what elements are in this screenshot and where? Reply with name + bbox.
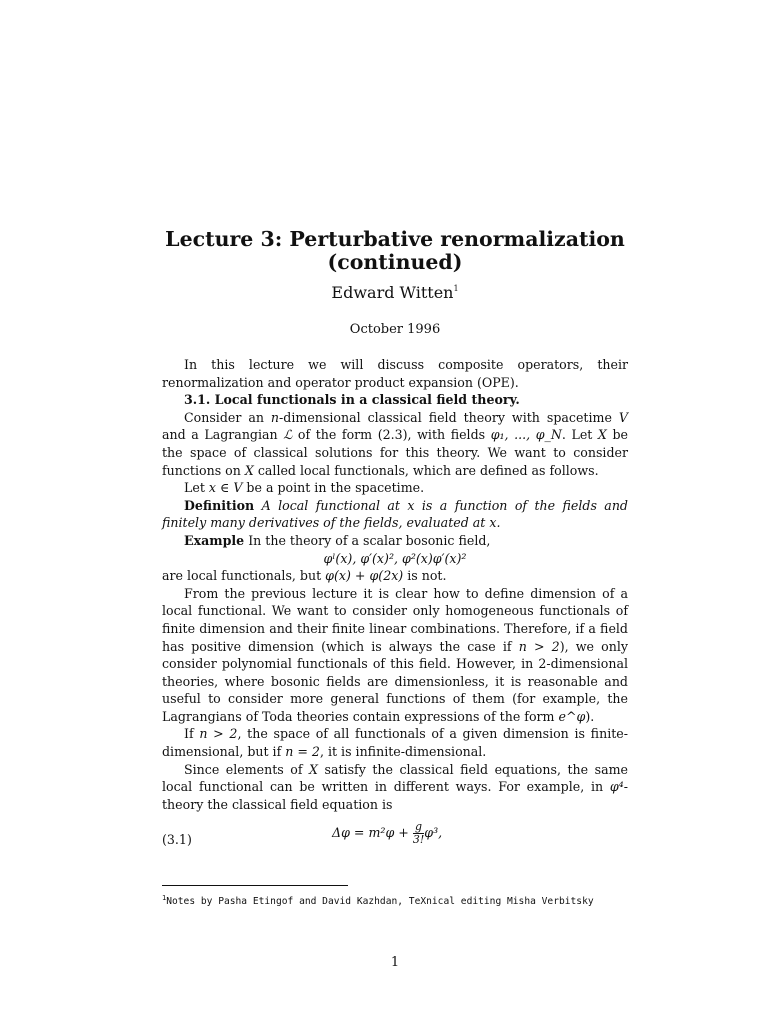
- text-run: Consider an: [184, 409, 271, 425]
- paragraph-dimension: [162, 585, 628, 726]
- text-run: satisfy the classical field equations, the same local functional can be written in different ways. For example, in: [162, 761, 628, 795]
- text-run: , the space of all functionals of a given dimension is finite-dimensional, but if: [162, 726, 628, 760]
- math-fields: φ₁, ..., φ_N: [490, 427, 562, 443]
- definition-text: A local functional at x is a function of the fields and finitely many derivatives of the fields, evaluated at x.: [162, 497, 628, 531]
- paragraph-point: [162, 479, 628, 497]
- equation-rhs: φ³,: [424, 825, 443, 841]
- paragraph-finite: [162, 725, 628, 760]
- math-lagrangian: ℒ: [283, 427, 293, 443]
- paragraph-local-functionals: [162, 567, 628, 585]
- footnote: [162, 890, 628, 910]
- text-run: From the previous lecture it is clear how to define dimension of a local functional. We want to consider only homogeneous functionals of finite dimension and their finite linear combinations. Therefore, if a field has positive dimension (which is always the case if: [162, 585, 628, 654]
- text-run: If: [184, 726, 200, 742]
- title-line-1: Lecture 3: Perturbative renormalization: [165, 227, 625, 251]
- footnote-mark: 1: [453, 284, 459, 293]
- math-n: n: [270, 409, 280, 425]
- text-run: and a Lagrangian: [162, 427, 284, 443]
- text-run: be the space of classical solutions for this theory. We want to consider functions on: [162, 427, 628, 478]
- equation-lhs: Δφ = m²φ +: [332, 825, 413, 841]
- math-exp-phi: e^φ: [558, 708, 586, 724]
- definition-label: Definition: [184, 497, 255, 513]
- text-run: Let: [184, 480, 209, 496]
- footnote-text: Notes by Pasha Etingof and David Kazhdan, TeXnical editing Misha Verbitsky: [166, 896, 594, 908]
- text-run: . Let: [561, 427, 598, 443]
- display-equation: φˡ(x), φ′(x)², φ²(x)φ′(x)²: [323, 550, 467, 566]
- text-run: are local functionals, but: [162, 568, 326, 584]
- text-run: called local functionals, which are defined as follows.: [253, 462, 599, 478]
- text-run: ), we only consider polynomial functionals of this field. However, in 2-dimensional theories, where bosonic fields are dimensionless, it is reasonable and useful to consider more general functions of them (for example, the Lagrangians of Toda theories contain expressions of the form: [162, 638, 628, 724]
- math-phi4: φ⁴: [609, 779, 624, 795]
- paragraph-field-equation: [162, 761, 628, 814]
- author-name: Edward Witten: [331, 283, 454, 302]
- section-heading: [162, 391, 628, 409]
- footnote-number: 1: [162, 894, 167, 902]
- math-x-in-V: x ∈ V: [208, 480, 243, 496]
- math-X: X: [244, 462, 254, 478]
- example-text: In the theory of a scalar bosonic field,: [244, 532, 491, 548]
- text-run: -theory the classical field equation is: [162, 779, 628, 812]
- text-run: of the form (2.3), with fields: [292, 427, 491, 443]
- math-n-gt-2: n > 2: [199, 726, 238, 742]
- equation-body: [332, 821, 442, 846]
- date: October 1996: [349, 322, 441, 337]
- fraction: [413, 821, 424, 846]
- lecture-title: [152, 228, 638, 274]
- author: [162, 283, 628, 302]
- footnote-rule: [162, 885, 348, 886]
- text-run: , it is infinite-dimensional.: [319, 744, 487, 760]
- text-run: be a point in the spacetime.: [242, 480, 425, 496]
- math-n-eq-2: n = 2: [285, 744, 320, 760]
- math-counterexample: φ(x) + φ(2x): [325, 568, 404, 584]
- numbered-equation: [162, 821, 628, 861]
- intro-paragraph: In this lecture we will discuss composite operators, their renormalization and operator product expansion (OPE).: [162, 357, 628, 390]
- page-number: 1: [390, 955, 400, 970]
- text-run: ).: [585, 708, 595, 724]
- text-run: -dimensional classical field theory with spacetime: [279, 409, 619, 425]
- fraction-denominator: 3!: [412, 833, 425, 847]
- definition-paragraph: [162, 497, 628, 532]
- math-n-gt-2: n > 2: [518, 638, 560, 654]
- section-title: 3.1. Local functionals in a classical field theory.: [184, 392, 520, 408]
- equation-number: (3.1): [162, 832, 192, 848]
- text-run: is not.: [403, 568, 447, 584]
- body-text: [162, 356, 628, 861]
- text-run: Since elements of: [184, 761, 310, 777]
- title-line-2: (continued): [327, 250, 463, 274]
- example-label: Example: [184, 532, 245, 548]
- math-X: X: [309, 761, 318, 777]
- example-paragraph: [162, 532, 628, 550]
- math-X: X: [597, 427, 607, 443]
- paragraph-fields: [162, 409, 628, 479]
- math-V: V: [618, 409, 628, 425]
- fraction-numerator: g: [413, 821, 424, 834]
